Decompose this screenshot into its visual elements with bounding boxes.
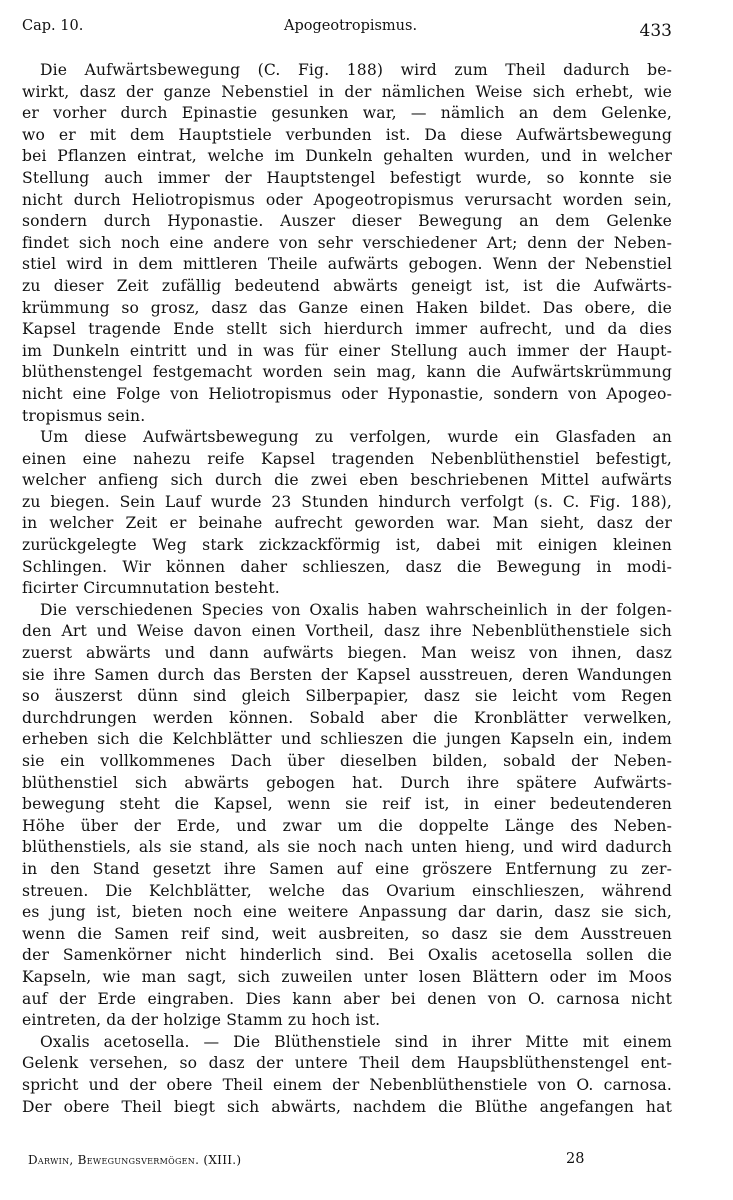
text-line: ficirter Circumnutation besteht. bbox=[22, 579, 280, 598]
text-line: zu dieser Zeit zufällig bedeutend abwärts geneigt ist, ist die Aufwärts- bbox=[22, 276, 672, 295]
text-line: durchdrungen werden können. Sobald aber die Kronblätter verwelken, bbox=[22, 708, 672, 727]
text-line: bei Pflanzen eintrat, welche im Dunkeln gehalten wurden, und in welcher bbox=[22, 147, 672, 166]
text-line: zu biegen. Sein Lauf wurde 23 Stunden hindurch verfolgt (s. C. Fig. 188), bbox=[22, 492, 672, 511]
text-line: sondern durch Hyponastie. Auszer dieser Bewegung an dem Gelenke bbox=[22, 212, 672, 231]
text-line: in welcher Zeit er beinahe aufrecht geworden war. Man sieht, dasz der bbox=[22, 514, 672, 533]
text-line: krümmung so grosz, dasz das Ganze einen Haken bildet. Das obere, die bbox=[22, 298, 672, 317]
paragraph bbox=[22, 1032, 672, 1118]
text-line: Höhe über der Erde, und zwar um die doppelte Länge des Neben- bbox=[22, 816, 672, 835]
book-page bbox=[22, 0, 672, 1200]
text-line: erheben sich die Kelchblätter und schlieszen die jungen Kapseln ein, indem bbox=[22, 730, 672, 749]
text-line: Schlingen. Wir können daher schlieszen, dasz die Bewegung in modi- bbox=[22, 557, 672, 576]
text-line: zuerst abwärts und dann aufwärts biegen. Man weisz von ihnen, dasz bbox=[22, 644, 672, 663]
text-line: auf der Erde eingraben. Dies kann aber bei denen von O. carnosa nicht bbox=[22, 989, 672, 1008]
signature-mark: Darwin, Bewegungsvermögen. (XIII.) bbox=[28, 1153, 242, 1167]
text-line: im Dunkeln eintritt und in was für einer Stellung auch immer der Haupt- bbox=[22, 341, 672, 360]
chapter-label: Cap. 10. bbox=[22, 18, 84, 34]
running-head bbox=[22, 14, 672, 42]
text-line: nicht eine Folge von Heliotropismus oder Hyponastie, sondern von Apogeo- bbox=[22, 384, 672, 403]
text-line: Um diese Aufwärtsbewegung zu verfolgen, wurde ein Glasfaden an bbox=[40, 428, 672, 447]
text-line: Stellung auch immer der Hauptstengel befestigt wurde, so konnte sie bbox=[22, 168, 672, 187]
text-line: zurückgelegte Weg stark zickzackförmig ist, dabei mit einigen kleinen bbox=[22, 536, 672, 555]
text-line: Die Aufwärtsbewegung (C. Fig. 188) wird zum Theil dadurch be- bbox=[40, 61, 672, 79]
paragraph bbox=[22, 600, 672, 1032]
text-line: Kapseln, wie man sagt, sich zuweilen unter losen Blättern oder im Moos bbox=[22, 967, 672, 986]
text-line: wo er mit dem Hauptstiele verbunden ist. Da diese Aufwärtsbewegung bbox=[22, 125, 672, 144]
body-text bbox=[22, 60, 672, 1118]
page-number: 433 bbox=[639, 21, 672, 41]
text-line: eintreten, da der holzige Stamm zu hoch ist. bbox=[22, 1011, 381, 1030]
text-line: wirkt, dasz der ganze Nebenstiel in der nämlichen Weise sich erhebt, wie bbox=[22, 82, 672, 101]
paragraph bbox=[22, 60, 672, 427]
text-line: so äuszerst dünn sind gleich Silberpapier, dasz sie leicht vom Regen bbox=[22, 687, 672, 706]
paragraph bbox=[22, 427, 672, 600]
text-line: bewegung steht die Kapsel, wenn sie reif ist, in einer bedeutenderen bbox=[22, 795, 672, 814]
text-line: welcher anfieng sich durch die zwei eben beschriebenen Mittel aufwärts bbox=[22, 471, 672, 490]
text-line: in den Stand gesetzt ihre Samen auf eine gröszere Entfernung zu zer- bbox=[22, 859, 672, 878]
text-line: er vorher durch Epinastie gesunken war, — nämlich an dem Gelenke, bbox=[22, 104, 672, 123]
text-line: Der obere Theil biegt sich abwärts, nachdem die Blüthe angefangen hat bbox=[22, 1097, 672, 1116]
text-line: den Art und Weise davon einen Vortheil, dasz ihre Nebenblüthenstiele sich bbox=[22, 622, 672, 641]
text-line: findet sich noch eine andere von sehr verschiedener Art; denn der Neben- bbox=[22, 233, 672, 252]
text-line: streuen. Die Kelchblätter, welche das Ovarium einschlieszen, während bbox=[22, 881, 672, 900]
text-line: Die verschiedenen Species von Oxalis haben wahrscheinlich in der folgen- bbox=[40, 600, 672, 619]
text-line: blüthenstiel sich abwärts gebogen hat. Durch ihre spätere Aufwärts- bbox=[22, 773, 672, 792]
text-line: stiel wird in dem mittleren Theile aufwärts gebogen. Wenn der Nebenstiel bbox=[22, 255, 672, 274]
text-line: Gelenk versehen, so dasz der untere Theil dem Haupsblüthenstengel ent- bbox=[22, 1054, 672, 1073]
text-line: sie ihre Samen durch das Bersten der Kapsel ausstreuen, deren Wandungen bbox=[22, 665, 672, 684]
text-line: Oxalis acetosella. — Die Blüthenstiele sind in ihrer Mitte mit einem bbox=[40, 1032, 672, 1051]
signature-number: 28 bbox=[566, 1151, 585, 1167]
text-line: tropismus sein. bbox=[22, 406, 146, 425]
text-line: einen eine nahezu reife Kapsel tragenden Nebenblüthenstiel befestigt, bbox=[22, 449, 672, 468]
text-line: blüthenstiels, als sie stand, als sie noch nach unten hieng, und wird dadurch bbox=[22, 838, 672, 857]
text-line: blüthenstengel festgemacht worden sein mag, kann die Aufwärtskrümmung bbox=[22, 363, 672, 382]
text-line: der Samenkörner nicht hinderlich sind. Bei Oxalis acetosella sollen die bbox=[22, 946, 672, 965]
text-line: spricht und der obere Theil einem der Nebenblüthenstiele von O. carnosa. bbox=[22, 1075, 672, 1094]
page-footer bbox=[28, 1153, 588, 1173]
text-line: Kapsel tragende Ende stellt sich hierdurch immer aufrecht, und da dies bbox=[22, 320, 672, 339]
text-line: sie ein vollkommenes Dach über dieselben bilden, sobald der Neben- bbox=[22, 752, 672, 770]
running-title: Apogeotropismus. bbox=[284, 18, 418, 34]
text-line: es jung ist, bieten noch eine weitere Anpassung dar darin, dasz sie sich, bbox=[22, 903, 672, 922]
text-line: wenn die Samen reif sind, weit ausbreiten, so dasz sie dem Ausstreuen bbox=[22, 924, 672, 943]
text-line: nicht durch Heliotropismus oder Apogeotropismus verursacht worden sein, bbox=[22, 190, 672, 209]
